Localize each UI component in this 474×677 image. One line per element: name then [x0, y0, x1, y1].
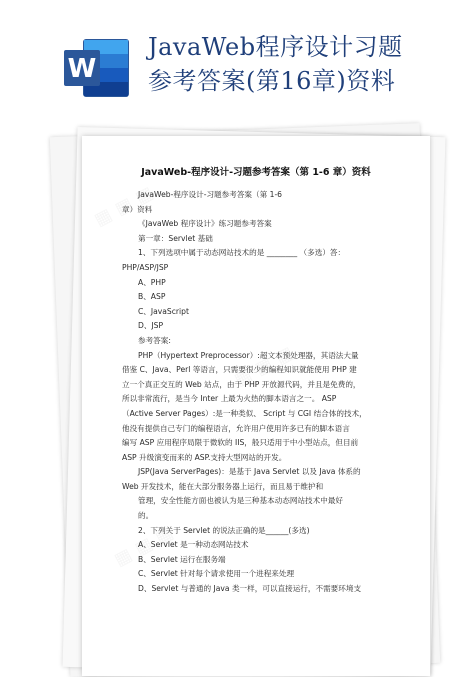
- paragraph: JavaWeb-程序设计-习题参考答案（第 1-6: [138, 190, 283, 199]
- logo-letter: W: [67, 54, 97, 84]
- paragraph: 管理，安全性能方面也被认为是三种基本动态网站技术中最好: [138, 496, 344, 506]
- paragraph: 章）资料: [122, 204, 153, 214]
- paragraph: 2、下列关于 Servlet 的说法正确的是______(多选): [138, 525, 310, 535]
- document-title: JavaWeb-程序设计-习题参考答案（第 1-6 章）资料: [141, 167, 371, 178]
- document-page: [82, 136, 430, 676]
- paragraph: A、Servlet 是一种动态网站技术: [138, 540, 249, 550]
- banner: [0, 0, 474, 120]
- paragraph: ASP 升级演变而来的 ASP.支持大型网站的开发。: [122, 452, 287, 462]
- word-icon: [62, 36, 130, 100]
- paragraph: 第一章：Servlet 基础: [138, 233, 213, 243]
- banner-title: [148, 30, 468, 98]
- paragraph: 所以非常流行，是当今 Inter 上最为火热的脚本语言之一。 ASP: [122, 394, 337, 404]
- paragraph: C、Servlet 针对每个请求使用一个进程来处理: [138, 569, 295, 579]
- paragraph: D、Servlet 与普通的 Java 类一样，可以直接运行，不需要环境支: [138, 584, 362, 594]
- paragraph: Web 开发技术，能在大部分服务器上运行，而且易于维护和: [122, 481, 324, 491]
- paragraph: B、Servlet 运行在服务端: [138, 554, 226, 564]
- banner-title-line2: 参考答案(第16章)资料: [148, 67, 396, 95]
- paragraph: 的。: [138, 511, 154, 521]
- paragraph: JSP(Java ServerPages)：是基于 Java Servlet 以及 Java 体系的: [138, 467, 361, 477]
- paragraph: 1、下列选项中属于动态网站技术的是 ________ （多选）答：: [138, 248, 346, 258]
- paragraph: B、ASP: [138, 292, 166, 302]
- paragraph: 立一个真正交互的 Web 站点，由于 PHP 开放源代码，并且是免费的，: [122, 379, 361, 389]
- paragraph: 《JavaWeb 程序设计》练习题参考答案: [138, 219, 272, 229]
- paragraph: D、JSP: [138, 321, 164, 331]
- paragraph: A、PHP: [138, 277, 166, 287]
- paragraph: PHP（Hypertext Preprocessor）:超文本预处理器，其语法大量: [138, 350, 359, 360]
- paragraph: （Active Server Pages）:是一种类似、 Script 与 CGI 结合体的技术，: [122, 408, 367, 418]
- paragraph: 他没有提供自己专门的编程语言，允许用户使用许多已有的脚本语言: [122, 423, 350, 433]
- paragraph: 借鉴 C、Java、Perl 等语言，只需要很少的编程知识就能使用 PHP 建: [122, 365, 357, 375]
- paragraph: 编写 ASP 应用程序局限于微软的 IIS，般只适用于中小型站点，但目前: [122, 438, 359, 448]
- paragraph: PHP/ASP/JSP: [122, 262, 169, 272]
- paragraph: 参考答案:: [138, 335, 171, 345]
- document-body: [122, 188, 412, 597]
- banner-title-line1: JavaWeb程序设计习题: [148, 33, 403, 61]
- paragraph: C、JavaScript: [138, 306, 189, 316]
